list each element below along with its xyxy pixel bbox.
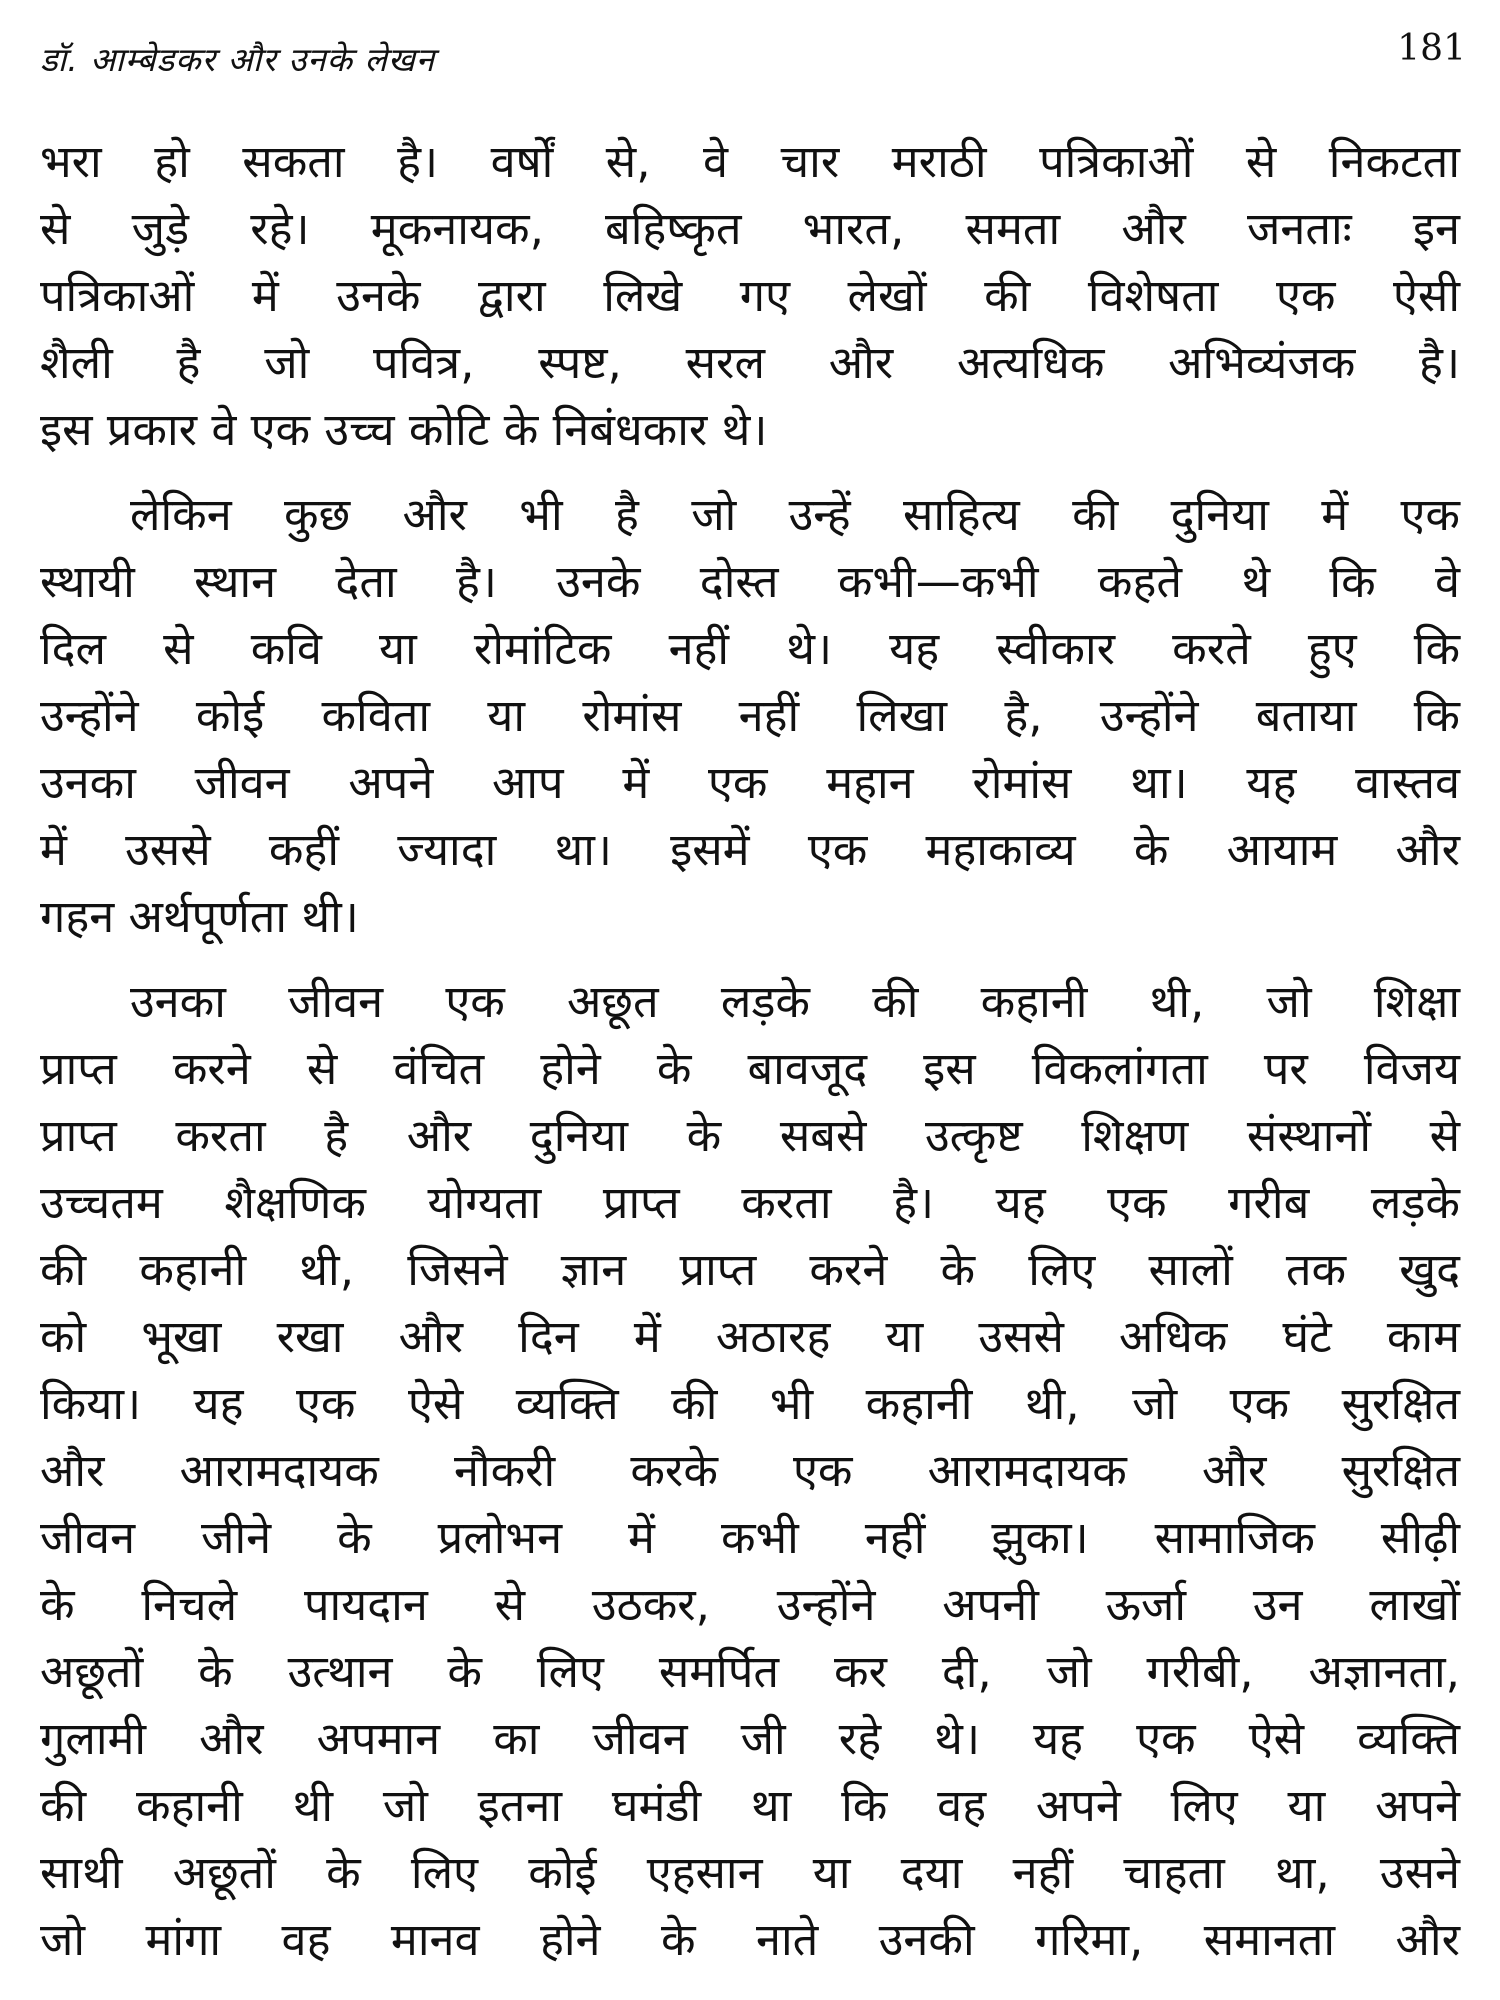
text-line: उन्होंने कोई कविता या रोमांस नहीं लिखा है, उन्होंने बताया कि <box>40 689 1460 742</box>
text-line: भरा हो सकता है। वर्षों से, वे चार मराठी पत्रिकाओं से निकटता <box>40 135 1460 188</box>
text-line: उनका जीवन एक अछूत लड़के की कहानी थी, जो शिक्षा <box>130 975 1460 1028</box>
text-line: गहन अर्थपूर्णता थी। <box>40 890 359 943</box>
text-line: इस प्रकार वे एक उच्च कोटि के निबंधकार थे। <box>40 403 768 456</box>
text-line: प्राप्त करता है और दुनिया के सबसे उत्कृष्ट शिक्षण संस्थानों से <box>40 1109 1460 1162</box>
text-line: अछूतों के उत्थान के लिए समर्पित कर दी, जो गरीबी, अज्ञानता, <box>40 1645 1460 1698</box>
text-line: को भूखा रखा और दिन में अठारह या उससे अधिक घंटे काम <box>40 1310 1460 1363</box>
text-line: से जुड़े रहे। मूकनायक, बहिष्कृत भारत, समता और जनताः इन <box>40 202 1460 255</box>
paragraph-1 <box>40 128 1460 463</box>
text-line: पत्रिकाओं में उनके द्वारा लिखे गए लेखों की विशेषता एक ऐसी <box>40 269 1460 322</box>
body-text <box>40 128 1460 1973</box>
text-line: जो मांगा वह मानव होने के नाते उनकी गरिमा, समानता और <box>40 1913 1460 1966</box>
text-line: लेकिन कुछ और भी है जो उन्हें साहित्य की दुनिया में एक <box>130 488 1460 541</box>
text-line: की कहानी थी जो इतना घमंडी था कि वह अपने लिए या अपने <box>40 1779 1460 1832</box>
text-line: उच्चतम शैक्षणिक योग्यता प्राप्त करता है। यह एक गरीब लड़के <box>40 1176 1460 1229</box>
text-line: प्राप्त करने से वंचित होने के बावजूद इस विकलांगता पर विजय <box>40 1042 1460 1095</box>
running-head-title: डॉ. आम्बेडकर और उनके लेखन <box>40 40 436 79</box>
text-line: के निचले पायदान से उठकर, उन्होंने अपनी ऊर्जा उन लाखों <box>40 1578 1460 1631</box>
paragraph-3 <box>40 968 1460 1973</box>
text-line: जीवन जीने के प्रलोभन में कभी नहीं झुका। सामाजिक सीढ़ी <box>40 1511 1460 1564</box>
text-line: शैली है जो पवित्र, स्पष्ट, सरल और अत्यधिक अभिव्यंजक है। <box>40 336 1460 389</box>
paragraph-2 <box>40 481 1460 950</box>
text-line: दिल से कवि या रोमांटिक नहीं थे। यह स्वीकार करते हुए कि <box>40 622 1460 675</box>
text-line: उनका जीवन अपने आप में एक महान रोमांस था। यह वास्तव <box>40 756 1460 809</box>
text-line: की कहानी थी, जिसने ज्ञान प्राप्त करने के लिए सालों तक खुद <box>40 1243 1460 1296</box>
text-line: और आरामदायक नौकरी करके एक आरामदायक और सुरक्षित <box>40 1444 1460 1497</box>
text-line: में उससे कहीं ज्यादा था। इसमें एक महाकाव्य के आयाम और <box>40 823 1460 876</box>
text-line: गुलामी और अपमान का जीवन जी रहे थे। यह एक ऐसे व्यक्ति <box>40 1712 1460 1765</box>
text-line: साथी अछूतों के लिए कोई एहसान या दया नहीं चाहता था, उसने <box>40 1846 1460 1899</box>
text-line: स्थायी स्थान देता है। उनके दोस्त कभी—कभी कहते थे कि वे <box>40 555 1460 608</box>
text-line: किया। यह एक ऐसे व्यक्ति की भी कहानी थी, जो एक सुरक्षित <box>40 1377 1460 1430</box>
page-number: 181 <box>1397 28 1466 69</box>
